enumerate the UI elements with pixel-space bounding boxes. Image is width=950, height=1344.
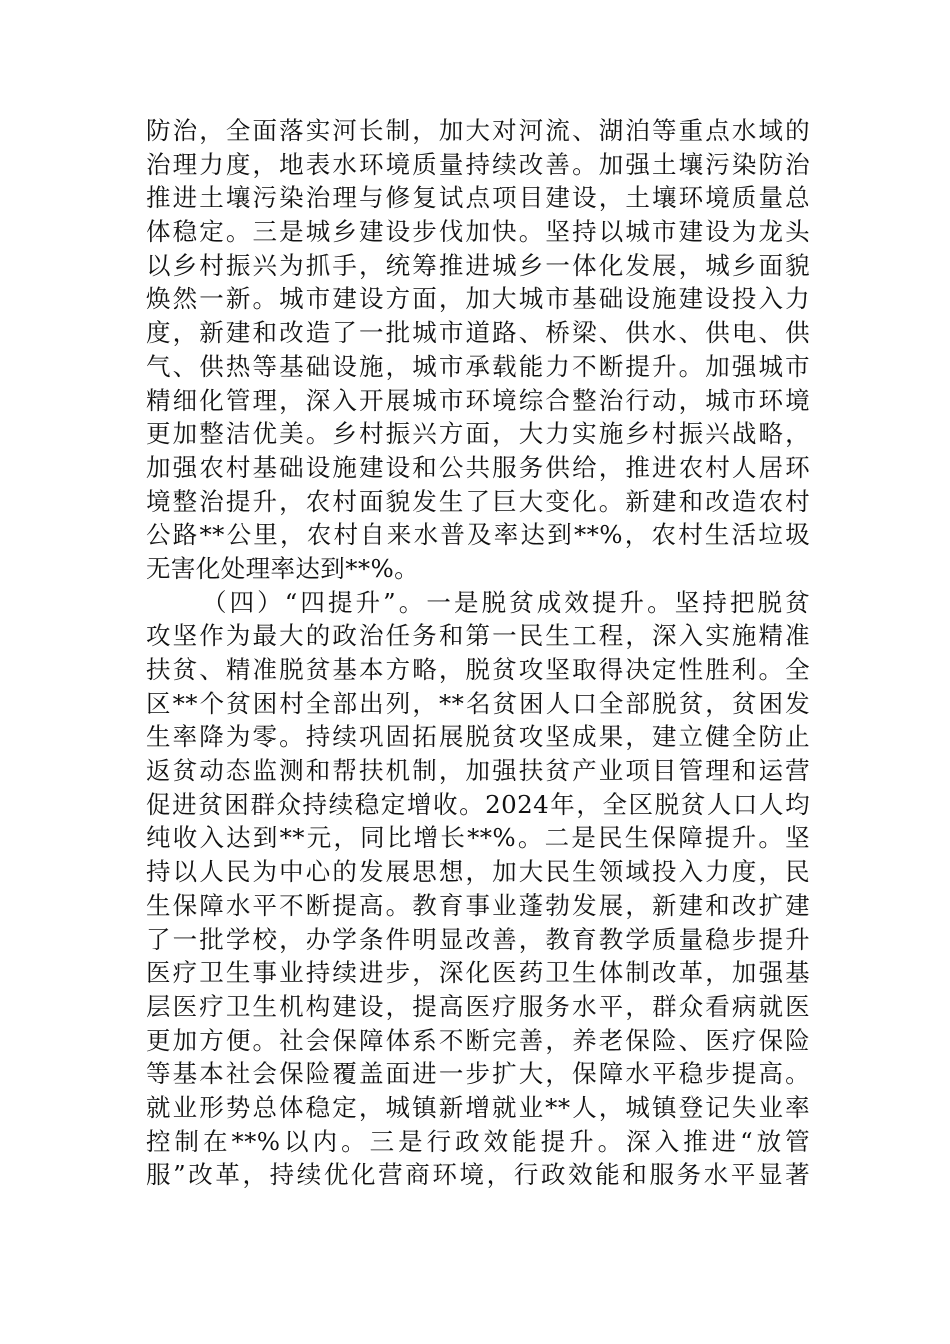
text-line: 防治，全面落实河长制，加大对河流、湖泊等重点水域的	[146, 116, 810, 145]
text-line: 控制在**%以内。三是行政效能提升。深入推进“放管	[146, 1126, 810, 1156]
text-line: 更加整洁优美。乡村振兴方面，大力实施乡村振兴战略，	[146, 419, 810, 449]
paragraph-end-line: 无害化处理率达到**%。	[146, 553, 420, 583]
text-line: 气、供热等基础设施，城市承载能力不断提升。加强城市	[146, 351, 810, 381]
text-line: 生率降为零。持续巩固拓展脱贫攻坚成果，建立健全防止	[146, 722, 810, 752]
text-line: 服”改革，持续优化营商环境，行政效能和服务水平显著	[146, 1160, 810, 1190]
text-line: 促进贫困群众持续稳定增收。2024年，全区脱贫人口人均	[146, 789, 810, 819]
text-line: 攻坚作为最大的政治任务和第一民生工程，深入实施精准	[146, 621, 810, 651]
text-line: 更加方便。社会保障体系不断完善，养老保险、医疗保险	[146, 1025, 810, 1055]
text-line: 以乡村振兴为抓手，统筹推进城乡一体化发展，城乡面貌	[146, 250, 810, 280]
text-line: 精细化管理，深入开展城市环境综合整治行动，城市环境	[146, 385, 810, 415]
text-line: 返贫动态监测和帮扶机制，加强扶贫产业项目管理和运营	[146, 756, 810, 786]
text-line: 等基本社会保险覆盖面进一步扩大，保障水平稳步提高。	[146, 1059, 810, 1089]
text-line: 治理力度，地表水环境质量持续改善。加强土壤污染防治	[146, 149, 810, 179]
text-line: 焕然一新。城市建设方面，加大城市基础设施建设投入力	[146, 284, 810, 314]
text-line: 就业形势总体稳定，城镇新增就业**人，城镇登记失业率	[146, 1092, 810, 1122]
text-line: 公路**公里，农村自来水普及率达到**%，农村生活垃圾	[146, 520, 810, 550]
text-line: 纯收入达到**元，同比增长**%。二是民生保障提升。坚	[146, 823, 810, 853]
text-line: 境整治提升，农村面貌发生了巨大变化。新建和改造农村	[146, 486, 810, 516]
text-line: 体稳定。三是城乡建设步伐加快。坚持以城市建设为龙头	[146, 217, 810, 247]
text-line: 层医疗卫生机构建设，提高医疗服务水平，群众看病就医	[146, 991, 810, 1021]
text-line: 加强农村基础设施建设和公共服务供给，推进农村人居环	[146, 452, 810, 482]
text-line: 度，新建和改造了一批城市道路、桥梁、供水、供电、供	[146, 318, 810, 348]
section-heading-line: （四）“四提升”。一是脱贫成效提升。坚持把脱贫	[202, 587, 810, 617]
text-line: 了一批学校，办学条件明显改善，教育教学质量稳步提升	[146, 924, 810, 954]
text-line: 推进土壤污染治理与修复试点项目建设，土壤环境质量总	[146, 183, 810, 213]
text-line: 扶贫、精准脱贫基本方略，脱贫攻坚取得决定性胜利。全	[146, 655, 810, 684]
body-text	[146, 114, 810, 1192]
text-line: 医疗卫生事业持续进步，深化医药卫生体制改革，加强基	[146, 958, 810, 988]
text-line: 区**个贫困村全部出列，**名贫困人口全部脱贫，贫困发	[146, 688, 810, 718]
text-line: 持以人民为中心的发展思想，加大民生领域投入力度，民	[146, 857, 810, 887]
text-line: 生保障水平不断提高。教育事业蓬勃发展，新建和改扩建	[146, 890, 810, 920]
